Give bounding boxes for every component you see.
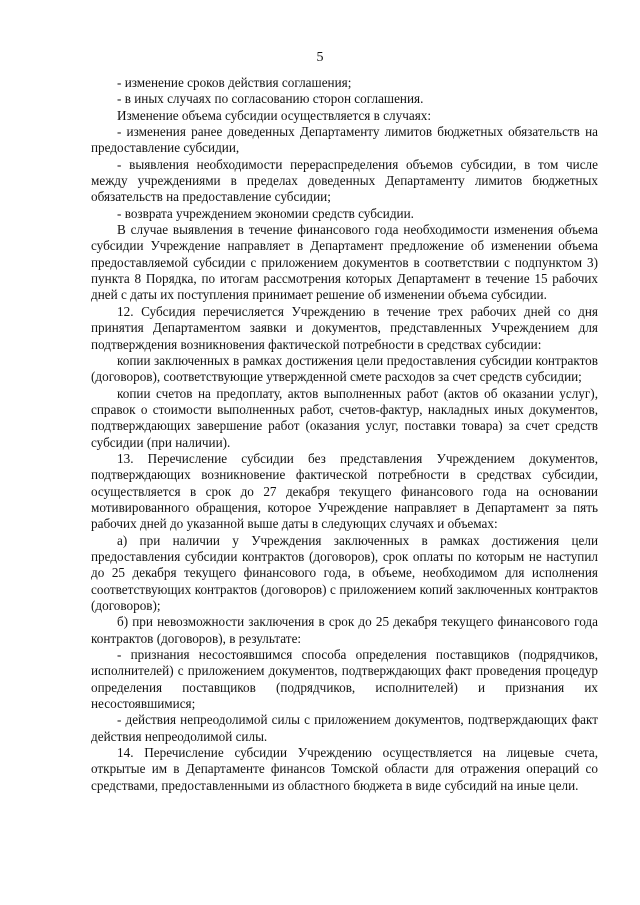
paragraph: копии заключенных в рамках достижения цели предоставления субсидии контрактов (договоров), соответствующие утвержденной смете расходов за счет средств субсидии; (91, 352, 598, 385)
document-body (91, 75, 598, 794)
paragraph: 13. Перечисление субсидии без представления Учреждением документов, подтверждающих возникновение фактической потребности в средствах субсидии, осуществляется в срок до 27 декабря текущего финансового года на основании мотивированного обращения, которое Учреждение направляет в Департамент за пять рабочих дней до указанной выше даты в следующих случаях и объемах: (91, 450, 598, 532)
paragraph: - действия непреодолимой силы с приложением документов, подтверждающих факт действия непреодолимой силы. (91, 712, 598, 744)
paragraph: - возврата учреждением экономии средств субсидии. (117, 205, 414, 221)
paragraph: - в иных случаях по согласованию сторон соглашения. (117, 91, 424, 107)
paragraph: б) при невозможности заключения в срок до 25 декабря текущего финансового года контрактов (договоров), в результате: (91, 614, 598, 646)
paragraph: - выявления необходимости перераспределения объемов субсидии, в том числе между учреждениями в пределах доведенных Департаменту лимитов бюджетных обязательств на предоставление субсидии; (91, 156, 598, 205)
paragraph: Изменение объема субсидии осуществляется в случаях: (117, 107, 432, 123)
paragraph: 14. Перечисление субсидии Учреждению осуществляется на лицевые счета, открытые им в Департаменте финансов Томской области для отражения операций со средствами, предоставленными из областного бюджета в виде субсидий на иные цели. (91, 745, 598, 793)
page-number: 5 (316, 50, 324, 65)
paragraph: а) при наличии у Учреждения заключенных в рамках достижения цели предоставления субсидии контрактов (договоров), срок оплаты по которым не наступил до 25 декабря текущего финансового года, в объеме, необходимом для исполнения соответствующих контрактов (договоров) с приложением копий заключенных контрактов (договоров); (91, 532, 598, 613)
paragraph: - изменения ранее доведенных Департаменту лимитов бюджетных обязательств на предоставление субсидии, (91, 124, 598, 156)
paragraph: - признания несостоявшимся способа определения поставщиков (подрядчиков, исполнителей) с приложением документов, подтверждающих факт проведения процедур определения поставщиков (подрядчиков, исполнителей) и признания их несостоявшимися; (91, 647, 598, 712)
paragraph: - изменение сроков действия соглашения; (117, 75, 352, 90)
paragraph: 12. Субсидия перечисляется Учреждению в течение трех рабочих дней со дня принятия Департаментом заявки и документов, представленных Учреждением для подтверждения возникновения фактической потребности в средствах субсидии: (91, 303, 598, 352)
paragraph: В случае выявления в течение финансового года необходимости изменения объема субсидии Учреждение направляет в Департамент предложение об изменении объема предоставляемой субсидии с приложением документов в соответствии с подпунктом 3) пункта 8 Порядка, по итогам рассмотрения которых Департамент в течение 15 рабочих дней с даты их поступления принимает решение об изменении объема субсидии. (91, 222, 598, 303)
paragraph: копии счетов на предоплату, актов выполненных работ (актов об оказании услуг), справок о стоимости выполненных работ, счетов-фактур, накладных иных документов, подтверждающих завершение работ (оказания услуг, поставки товара) за счет средств субсидии (при наличии). (91, 385, 598, 450)
